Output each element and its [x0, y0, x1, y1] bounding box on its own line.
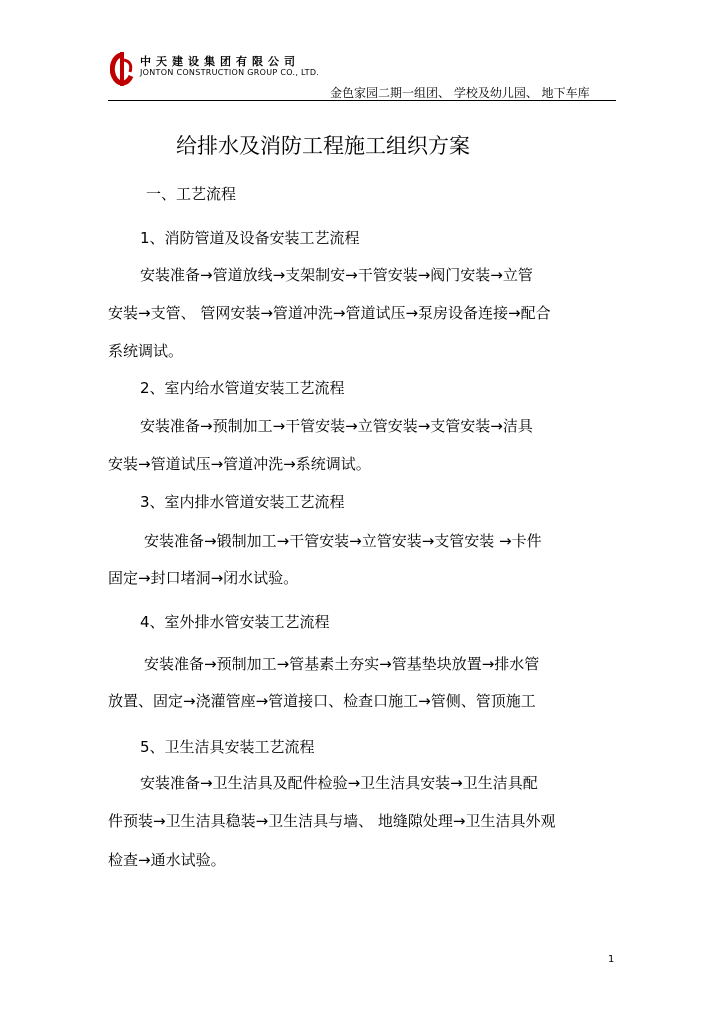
- company-name-en: JONTON CONSTRUCTION GROUP CO., LTD.: [140, 68, 320, 77]
- paragraph-line: 检查→通水试验。: [108, 851, 226, 869]
- paragraph-line: 放置、固定→浇灌管座→管道接口、检查口施工→管侧、管顶施工: [108, 692, 536, 710]
- document-title: 给排水及消防工程施工组织方案: [176, 134, 470, 158]
- company-logo-icon: [110, 52, 134, 86]
- paragraph-line: 固定→封口堵洞→闭水试验。: [108, 569, 299, 587]
- subsection-heading: 4、室外排水管安装工艺流程: [140, 613, 330, 631]
- subsection-heading: 5、卫生洁具安装工艺流程: [140, 738, 315, 756]
- subsection-heading: 2、室内给水管道安装工艺流程: [140, 379, 345, 397]
- header-divider: [108, 100, 616, 101]
- paragraph-line: 件预装→卫生洁具稳装→卫生洁具与墙、 地缝隙处理→卫生洁具外观: [108, 812, 556, 830]
- paragraph-line: 安装准备→卫生洁具及配件检验→卫生洁具安装→卫生洁具配: [140, 774, 538, 792]
- paragraph-line: 安装准备→预制加工→干管安装→立管安装→支管安装→洁具: [140, 417, 533, 435]
- subsection-heading: 3、室内排水管道安装工艺流程: [140, 493, 345, 511]
- paragraph-line: 安装→支管、 管网安装→管道冲洗→管道试压→泵房设备连接→配合: [108, 304, 551, 322]
- company-name-cn: 中天建设集团有限公司: [140, 55, 300, 68]
- section-heading: 一、工艺流程: [146, 185, 237, 203]
- paragraph-line: 安装准备→管道放线→支架制安→干管安装→阀门安装→立管: [140, 266, 533, 284]
- paragraph-line: 安装准备→预制加工→管基素土夯实→管基垫块放置→排水管: [144, 655, 540, 673]
- paragraph-line: 安装→管道试压→管道冲洗→系统调试。: [108, 455, 371, 473]
- paragraph-line: 安装准备→锻制加工→干管安装→立管安装→支管安装 →卡件: [144, 532, 542, 550]
- page-number: 1: [608, 954, 615, 965]
- paragraph-line: 系统调试。: [108, 342, 184, 360]
- subsection-heading: 1、消防管道及设备安装工艺流程: [140, 229, 360, 247]
- project-name: 金色家园二期一组团、 学校及幼儿园、 地下车库: [330, 86, 590, 100]
